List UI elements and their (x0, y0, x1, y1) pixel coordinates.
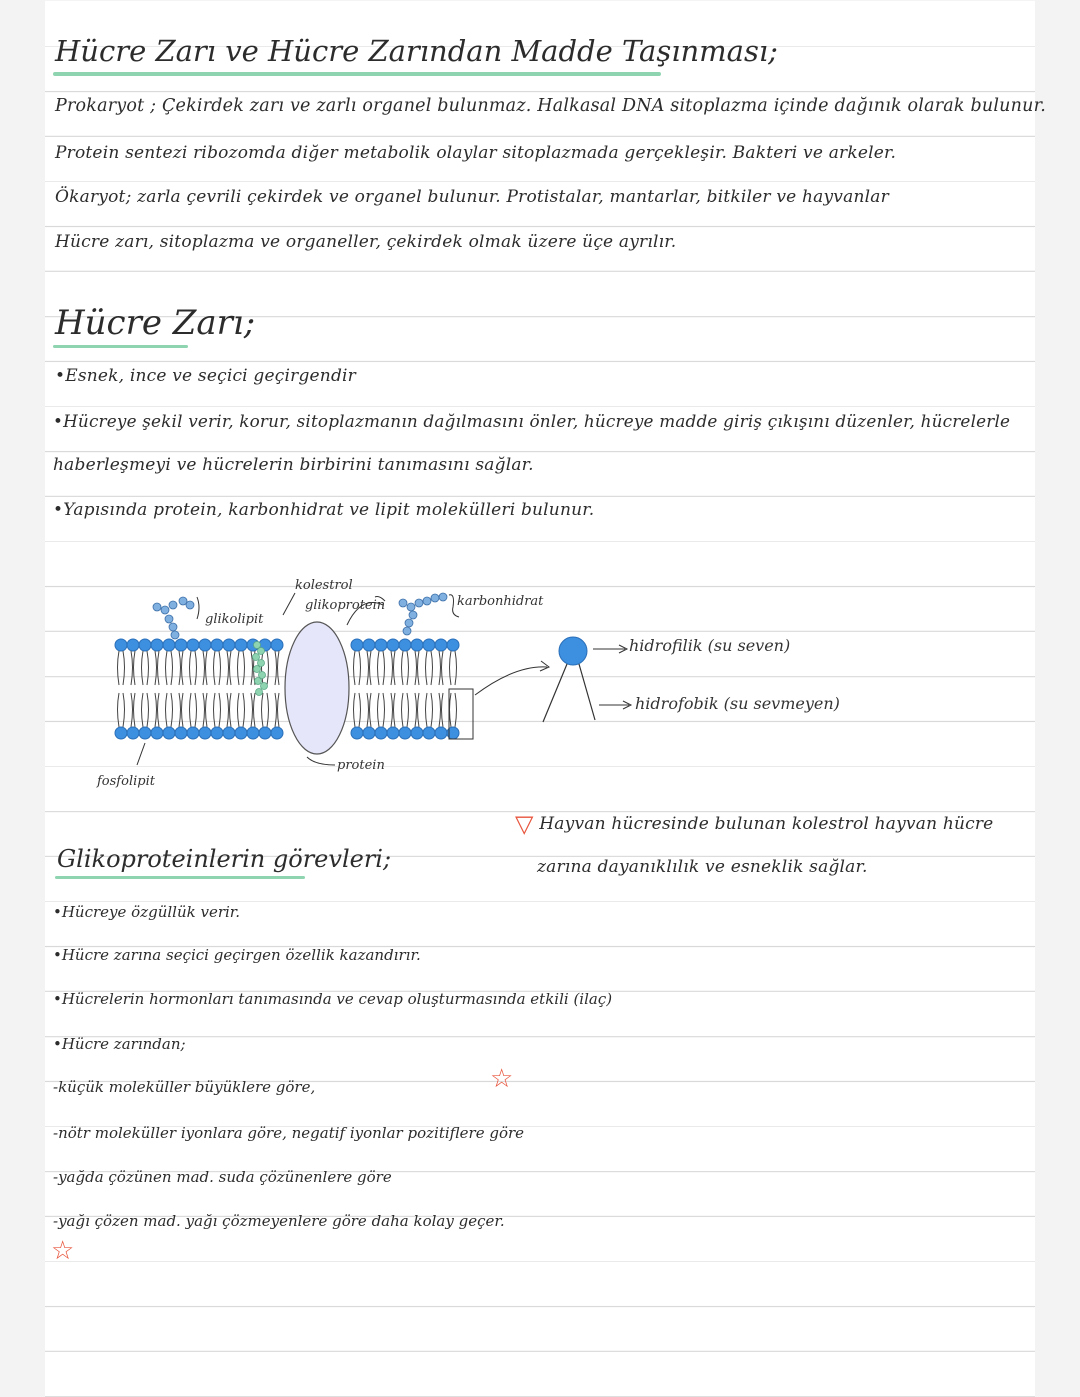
title-underline (53, 72, 661, 76)
membrane-bullet-1: •Esnek, ince ve seçici geçirgendir (55, 366, 356, 386)
membrane-bullet-2b: haberleşmeyi ve hücrelerin birbirini tanımasını sağlar. (53, 455, 534, 475)
intro-line-4: Hücre zarı, sitoplazma ve organeller, çekirdek olmak üzere üçe ayrılır. (55, 232, 677, 252)
phospholipid-head-bottom (411, 727, 423, 739)
phospholipid-head-top (187, 639, 199, 651)
phospholipid-tail (391, 651, 395, 727)
phospholipid-heads-bottom (115, 727, 459, 739)
page-title: Hücre Zarı ve Hücre Zarından Madde Taşınması; (55, 34, 778, 68)
phospholipid-tail (378, 651, 385, 727)
phospholipid-head-bottom (127, 727, 139, 739)
phospholipid-tail (238, 651, 245, 727)
glycoprotein-chain (399, 593, 447, 635)
label-karbonhidrat: karbonhidrat (457, 594, 544, 609)
phospholipid-head-enlarged (559, 637, 587, 665)
phospholipid-head-top (375, 639, 387, 651)
phospholipid-head-top (351, 639, 363, 651)
phospholipid-head-top (175, 639, 187, 651)
phospholipid-head-top (423, 639, 435, 651)
glyco-item-1: •Hücreye özgüllük verir. (53, 903, 241, 921)
phospholipid-tail (367, 651, 371, 727)
glyco-item-3: •Hücrelerin hormonları tanımasında ve cevap oluşturmasında etkili (ilaç) (53, 990, 613, 1008)
note-line-1 (515, 810, 993, 838)
glyco-item-2: •Hücre zarına seçici geçirgen özellik kazandırır. (53, 946, 421, 964)
note-line-2: zarına dayanıklılık ve esneklik sağlar. (537, 857, 868, 877)
glyco-sub-3: -yağda çözünen mad. suda çözünenlere göre (53, 1168, 392, 1186)
phospholipid-tail (275, 651, 279, 727)
note-text-1: Hayvan hücresinde bulunan kolestrol hayvan hücre (539, 814, 994, 834)
glyco-sub-2: -nötr moleküller iyonlara göre, negatif iyonlar pozitiflere göre (53, 1124, 525, 1142)
label-glikolipit: glikolipit (205, 612, 264, 627)
phospholipid-tail (354, 651, 361, 727)
phospholipid-head-bottom (375, 727, 387, 739)
notebook-page (45, 0, 1046, 1397)
intro-line-2: Protein sentezi ribozomda diğer metabolik olaylar sitoplazmada gerçekleşir. Bakteri ve arkeler. (55, 143, 897, 163)
phospholipid-head-bottom (399, 727, 411, 739)
label-hidrofilik: hidrofilik (su seven) (629, 636, 791, 655)
label-protein: protein (337, 758, 385, 773)
phospholipid-head-top (271, 639, 283, 651)
phospholipid-head-top (411, 639, 423, 651)
phospholipid-head-bottom (187, 727, 199, 739)
phospholipid-head-top (235, 639, 247, 651)
phospholipid-head-top (363, 639, 375, 651)
cell-membrane-heading: Hücre Zarı; (55, 303, 256, 343)
phospholipid-head-bottom (223, 727, 235, 739)
phospholipid-head-top (223, 639, 235, 651)
phospholipid-head-top (115, 639, 127, 651)
phospholipid-tail (251, 651, 255, 727)
glyco-sub-1: -küçük moleküller büyüklere göre, (53, 1078, 316, 1096)
phospholipid-tail (155, 651, 159, 727)
phospholipid-tail (426, 651, 433, 727)
intro-line-3: Ökaryot; zarla çevrili çekirdek ve organel bulunur. Protistalar, mantarlar, bitkiler ve hayvanlar (55, 187, 889, 207)
phospholipid-tail (118, 651, 125, 727)
phospholipid-head-bottom (259, 727, 271, 739)
phospholipid-head-top (151, 639, 163, 651)
phospholipid-head-bottom (163, 727, 175, 739)
glycoprotein-heading-underline (55, 876, 305, 879)
phospholipid-head-top (435, 639, 447, 651)
phospholipid-tail (203, 651, 207, 727)
phospholipid-head-bottom (363, 727, 375, 739)
phospholipid-tail (402, 651, 409, 727)
phospholipid-heads-top (115, 639, 459, 651)
phospholipid-tail (415, 651, 419, 727)
phospholipid-tail (214, 651, 221, 727)
glycoprotein-heading: Glikoproteinlerin görevleri; (57, 845, 392, 873)
phospholipid-head-top (387, 639, 399, 651)
star-icon-1: ☆ (490, 1064, 514, 1094)
label-hidrofobik: hidrofobik (su sevmeyen) (635, 694, 840, 713)
membrane-bullet-3: •Yapısında protein, karbonhidrat ve lipit molekülleri bulunur. (53, 500, 595, 520)
membrane-bullet-2a: •Hücreye şekil verir, korur, sitoplazmanın dağılmasını önler, hücreye madde giriş çıkışını düzenler, hücrelerle (53, 411, 1011, 431)
glycolipid-chain (153, 597, 194, 639)
label-fosfolipit: fosfolipit (97, 774, 155, 789)
phospholipid-head-top (127, 639, 139, 651)
phospholipid-head-top (199, 639, 211, 651)
phospholipid-tail (131, 651, 135, 727)
membrane-diagram (45, 565, 1035, 805)
phospholipid-head-top (211, 639, 223, 651)
glyco-item-4: •Hücre zarından; (53, 1035, 186, 1053)
phospholipid-head-bottom (387, 727, 399, 739)
cell-membrane-heading-underline (53, 345, 188, 348)
phospholipid-head-bottom (115, 727, 127, 739)
phospholipid-head-bottom (351, 727, 363, 739)
phospholipid-head-top (447, 639, 459, 651)
phospholipid-head-bottom (435, 727, 447, 739)
phospholipid-tail (142, 651, 149, 727)
phospholipid-head-bottom (423, 727, 435, 739)
phospholipid-tail (227, 651, 231, 727)
note-triangle-icon: ▽ (515, 810, 534, 838)
phospholipid-head-bottom (211, 727, 223, 739)
phospholipid-tail (166, 651, 173, 727)
phospholipid-head-bottom (199, 727, 211, 739)
phospholipid-head-bottom (247, 727, 259, 739)
integral-protein (285, 622, 349, 754)
label-glikoprotein: glikoprotein (305, 598, 386, 613)
label-kolesterol: kolestrol (295, 578, 353, 593)
phospholipid-head-top (139, 639, 151, 651)
phospholipid-head-bottom (271, 727, 283, 739)
phospholipid-head-bottom (139, 727, 151, 739)
phospholipid-tail (439, 651, 443, 727)
intro-line-1: Prokaryot ; Çekirdek zarı ve zarlı organel bulunmaz. Halkasal DNA sitoplazma içinde dağınık olarak bulunur. (55, 96, 1046, 116)
phospholipid-tail (190, 651, 197, 727)
phospholipid-head-bottom (235, 727, 247, 739)
glyco-sub-4: -yağı çözen mad. yağı çözmeyenlere göre daha kolay geçer. (53, 1212, 505, 1230)
phospholipid-head-top (399, 639, 411, 651)
phospholipid-tail (179, 651, 183, 727)
phospholipid-head-top (163, 639, 175, 651)
phospholipid-head-bottom (151, 727, 163, 739)
phospholipid-head-bottom (175, 727, 187, 739)
star-icon-2: ☆ (51, 1236, 75, 1266)
